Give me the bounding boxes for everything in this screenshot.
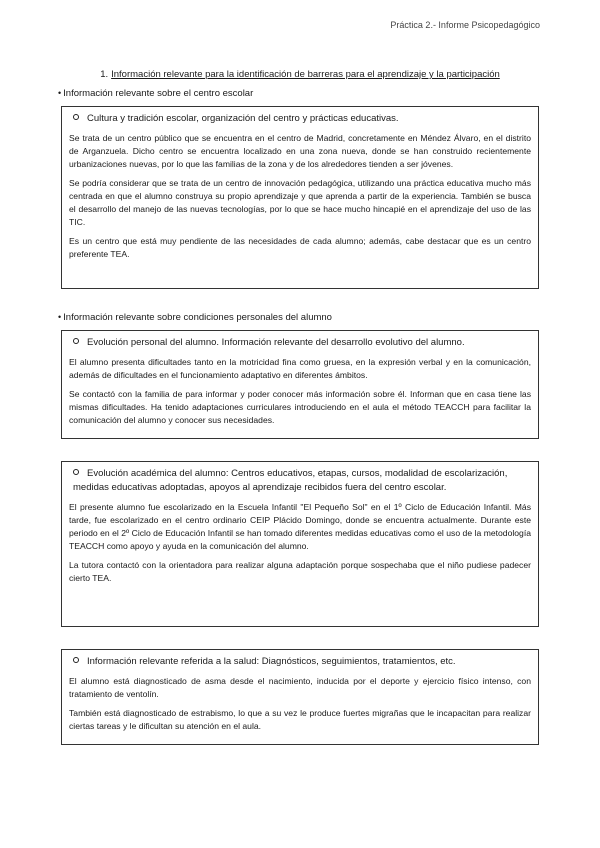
info-box-evolucion-academica [61, 461, 539, 627]
box-title-text: Cultura y tradición escolar, organización del centro y prácticas educativas. [87, 113, 399, 124]
box-title-text: Información relevante referida a la salud: Diagnósticos, seguimientos, tratamientos, etc. [87, 656, 456, 667]
circle-bullet-icon [73, 469, 79, 475]
info-box-cultura [61, 106, 539, 289]
box-title-text: Evolución académica del alumno: Centros educativos, etapas, cursos, modalidad de escolarización, medidas educativas adoptadas, apoyos al aprendizaje recibidos fuera del centro escolar. [73, 468, 508, 493]
section-title-text: Información relevante para la identificación de barreras para el aprendizaje y la participación [111, 69, 500, 80]
info-box-salud [61, 649, 539, 745]
group-heading-centro [58, 88, 253, 99]
circle-bullet-icon [73, 657, 79, 663]
box-title [69, 112, 531, 126]
group-heading-text: Información relevante sobre condiciones personales del alumno [63, 312, 332, 323]
circle-bullet-icon [73, 114, 79, 120]
box-title-text: Evolución personal del alumno. Información relevante del desarrollo evolutivo del alumno. [87, 337, 465, 348]
paragraph: Se trata de un centro público que se encuentra en el centro de Madrid, concretamente en Méndez Álvaro, en el distrito de Arganzuela. Dicho centro se encuentra localizado en una zona nueva, donde se han construido recientemente urbanizaciones nuevas, por lo que las familias de la zona y de los alrededores tienden a ser jóvenes. [69, 133, 531, 169]
box-title [69, 655, 531, 669]
bullet-icon: • [58, 88, 62, 98]
paragraph: El alumno presenta dificultades tanto en la motricidad fina como gruesa, en la expresión verbal y en la comunicación, además de dificultades en el funcionamiento adaptativo en diferentes ámbitos. [69, 357, 531, 380]
paragraph: Es un centro que está muy pendiente de las necesidades de cada alumno; además, cabe destacar que es un centro preferente TEA. [69, 236, 531, 259]
box-title [69, 336, 531, 350]
circle-bullet-icon [73, 338, 79, 344]
box-title [69, 467, 531, 495]
paragraph: La tutora contactó con la orientadora para realizar alguna adaptación porque sospechaba que el niño pudiese padecer cierto TEA. [69, 560, 531, 583]
section-number: 1. [100, 69, 109, 80]
group-heading-alumno [58, 312, 332, 323]
paragraph: Se podría considerar que se trata de un centro de innovación pedagógica, utilizando una práctica educativa mucho más centrada en que el alumno construya su propio aprendizaje y que aprenda a partir de la experiencia. También se busca el desarrollo del manejo de las nuevas tecnologías, por lo que se hace mucho hincapié en el aprendizaje del uso de las TIC. [69, 178, 531, 227]
group-heading-text: Información relevante sobre el centro escolar [63, 88, 254, 99]
bullet-icon: • [58, 312, 62, 322]
paragraph: El presente alumno fue escolarizado en la Escuela Infantil "El Pequeño Sol" en el 1º Ciclo de Educación Infantil. Más tarde, fue escolarizado en el centro ordinario CEIP Plácido Domingo, donde se encuentra actualmente. Durante este periodo en el 2º Ciclo de Educación Infantil se han tomado diferentes medidas educativas como el uso de la metodología TEACCH como apoyo y ayuda en la comunicación del alumno. [69, 502, 531, 551]
section-title [0, 69, 600, 80]
paragraph: El alumno está diagnosticado de asma desde el nacimiento, inducida por el deporte y ejercicio físico intenso, con tratamiento de ventolín. [69, 676, 531, 699]
paragraph: Se contactó con la familia de para informar y poder conocer más información sobre él. Informan que en casa tiene las mismas dificultades. Ha tenido adaptaciones curriculares introduciendo en el aula el método TEACCH para facilitar la comunicación del alumno y conocer sus necesidades. [69, 389, 531, 425]
info-box-evolucion-personal [61, 330, 539, 439]
paragraph: También está diagnosticado de estrabismo, lo que a su vez le produce fuertes migrañas que le incapacitan para realizar ciertas tareas y le dificultan su atención en el aula. [69, 708, 531, 731]
running-header: Práctica 2.- Informe Psicopedagógico [390, 20, 540, 30]
